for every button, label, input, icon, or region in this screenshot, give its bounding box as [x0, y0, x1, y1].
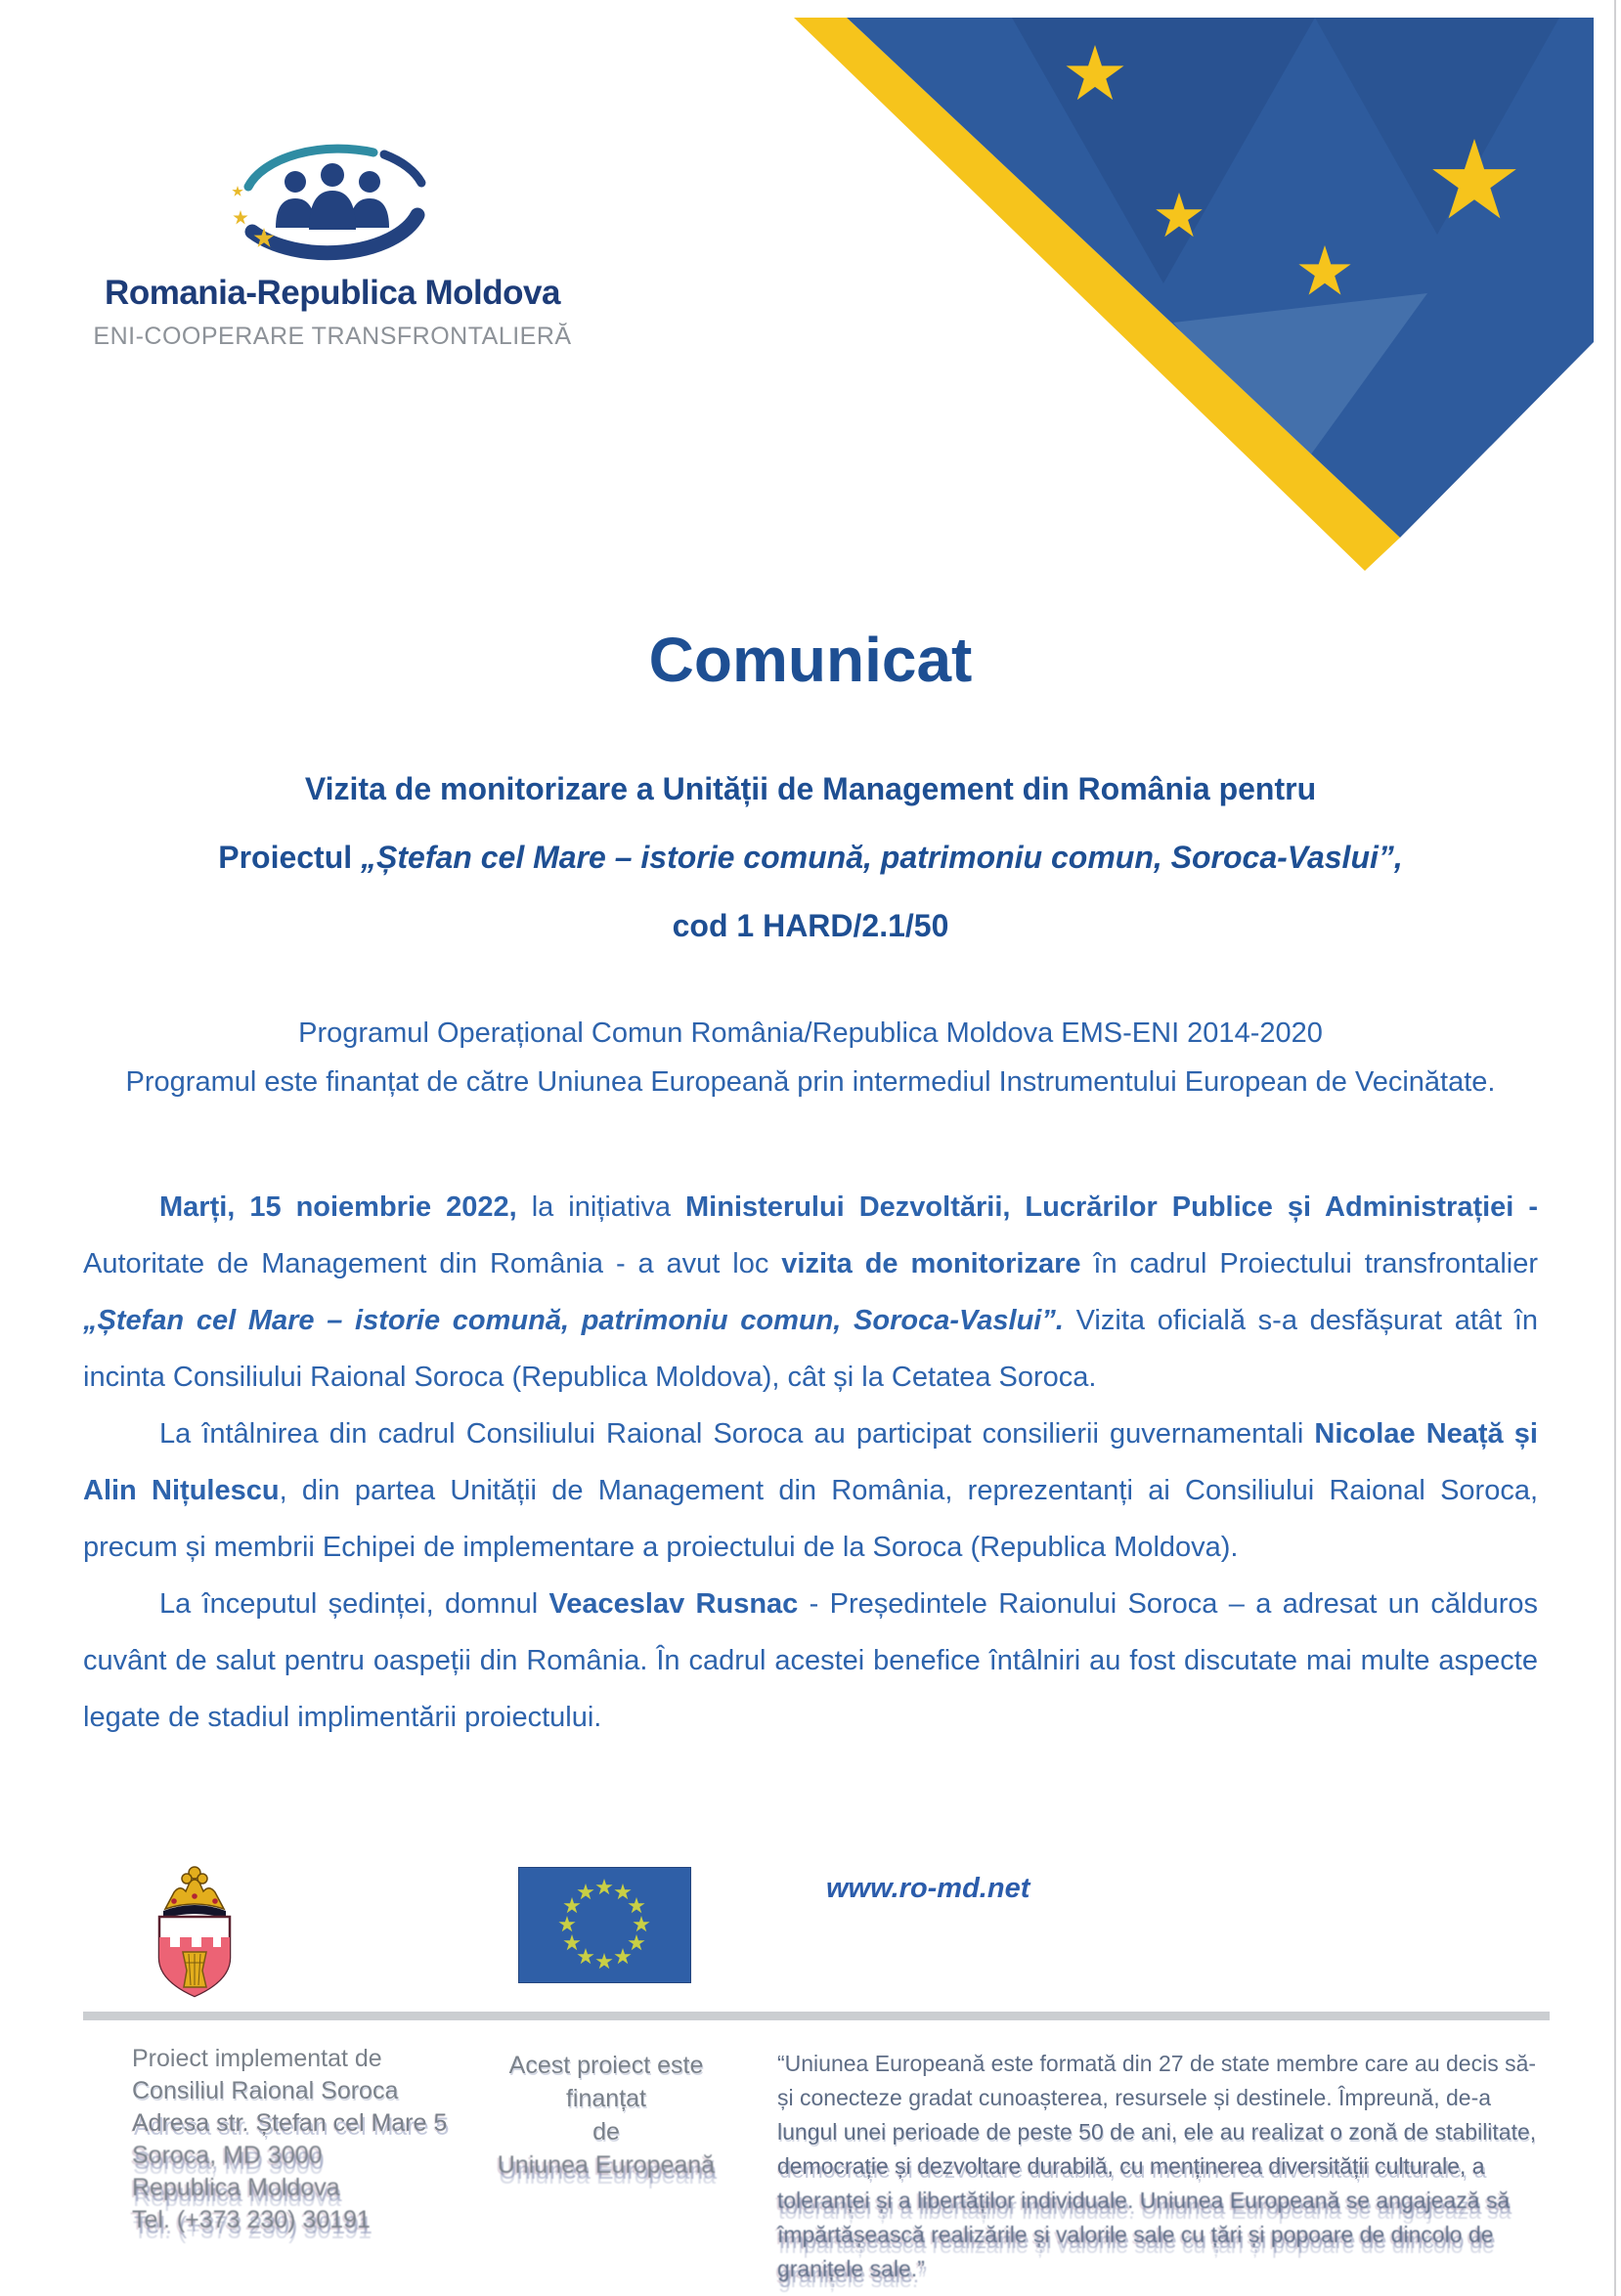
footer-eu-disclaimer	[777, 2047, 1540, 2286]
subtitle-line-2: Proiectul „Ștefan cel Mare – istorie comună, patrimoniu comun, Soroca-Vaslui”,	[218, 840, 1403, 875]
eu-flag-icon	[518, 1867, 691, 1983]
footer-text-line: Tel. (+373 230) 30191	[132, 2206, 371, 2233]
program-line-2: Programul este finanțat de către Uniunea Europeană prin intermediul Instrumentului European de Vecinătate.	[125, 1066, 1496, 1098]
footer-text-line: Soroca, MD 3000	[132, 2142, 323, 2169]
footer-implementer-block	[132, 2043, 484, 2236]
program-statement	[0, 1009, 1621, 1106]
eu-flag-corner-decoration	[763, 0, 1621, 586]
body-paragraph-2: La întâlnirea din cadrul Consiliului Raional Soroca au participat consilierii guvernamentali Nicolae Neață și Alin Nițulescu, din partea Unității de Management din România, reprezentanți ai Consiliului Raional Soroca, precum și membrii Echipei de implementare a proiectului de la Soroca (Republica Moldova).	[83, 1418, 1539, 1563]
website-url: www.ro-md.net	[826, 1873, 1030, 1904]
footer-text-line: granițele sale.”	[777, 2256, 925, 2281]
program-subtitle: ENI-COOPERARE TRANSFRONTALIERĂ	[93, 323, 572, 350]
footer-text-line: Consiliul Raional Soroca	[132, 2077, 399, 2104]
footer-text-line: Proiect implementat de	[132, 2045, 382, 2072]
program-name: Romania-Republica Moldova	[105, 274, 560, 312]
scan-edge-artifact	[1614, 0, 1616, 2296]
soroca-coat-of-arms-icon	[144, 1860, 247, 2003]
program-line-1: Programul Operațional Comun România/Republica Moldova EMS-ENI 2014-2020	[298, 1018, 1323, 1049]
document-title: Comunicat	[648, 625, 973, 695]
footer-text-line: toleranței și a libertăților individuale. Uniunea Europeană se angajează să	[777, 2188, 1511, 2213]
footer-text-line: lungul unei perioade de peste 50 de ani, ele au realizat o zonă de stabilitate,	[777, 2119, 1537, 2144]
subtitle-line-3: cod 1 HARD/2.1/50	[672, 908, 949, 943]
document-subtitle	[0, 755, 1621, 960]
body-paragraph-1: Marți, 15 noiembrie 2022, la inițiativa Ministerului Dezvoltării, Lucrărilor Publice și Administrației - Autoritate de Management din România - a avut loc vizita de monitorizare în cadrul Proiectului transfrontalier „Ștefan cel Mare – istorie comună, patrimoniu comun, Soroca-Vaslui”. Vizita oficială s-a desfășurat atât în incinta Consiliului Raional Soroca (Republica Moldova), cât și la Cetatea Soroca.	[83, 1191, 1539, 1393]
footer-text-line: Adresa str. Ștefan cel Mare 5	[132, 2109, 448, 2137]
footer-text-line: “Uniunea Europeană este formată din 27 de state membre care au decis să-	[777, 2051, 1537, 2076]
footer-text-line: democrație și dezvoltare durabilă, cu menținerea diversității culturale, a	[777, 2153, 1485, 2179]
footer-text-line: și conecteze gradat cunoașterea, resursele și destinele. Împreună, de-a	[777, 2085, 1492, 2110]
body-paragraph-3: La începutul ședinței, domnul Veaceslav Rusnac - Președintele Raionului Soroca – a adresat un călduros cuvânt de salut pentru oaspeții din România. În cadrul acestei benefice întâlniri au fost discutate mai multe aspecte legate de stadiul implimentării proiectului.	[83, 1588, 1539, 1733]
body-text	[83, 1179, 1538, 1746]
footer-text-line: împărtășească realizările și valorile sale cu țări și popoare de dincolo de	[777, 2222, 1494, 2247]
three-people-oval-logo-icon	[225, 142, 440, 274]
footer-text-line: de	[592, 2118, 620, 2145]
footer-text-line: Uniunea Europeană	[497, 2151, 716, 2179]
footer-text-line: Republica Moldova	[132, 2174, 340, 2201]
footer-text-line: Acest proiect este finanțat	[508, 2052, 704, 2112]
subtitle-line-1: Vizita de monitorizare a Unității de Management din România pentru	[304, 771, 1317, 806]
footer-divider	[83, 2012, 1550, 2020]
three-people-figures	[276, 163, 389, 230]
footer-funding-block	[484, 2049, 728, 2182]
